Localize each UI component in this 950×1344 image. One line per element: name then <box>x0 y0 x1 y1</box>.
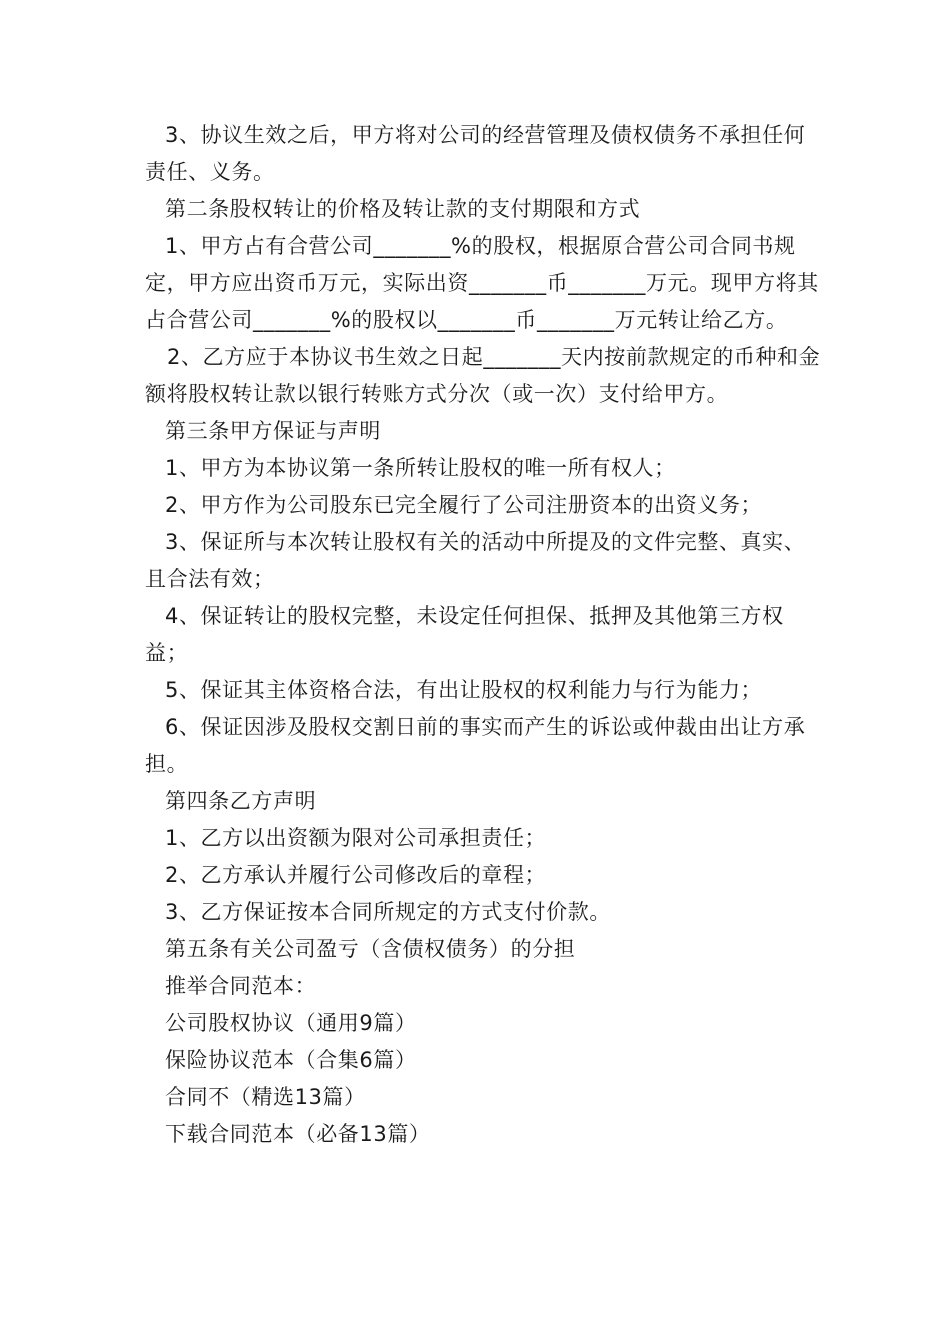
clause-4-1: 1、乙方以出资额为限对公司承担责任； <box>165 826 547 850</box>
clause-3-5: 5、保证其主体资格合法，有出让股权的权利能力与行为能力； <box>165 678 763 702</box>
clause-3-4: 4、保证转让的股权完整，未设定任何担保、抵押及其他第三方权益； <box>145 604 784 665</box>
recommend-link-3[interactable]: 合同不（精选13篇） <box>165 1085 366 1109</box>
article-2-heading: 第二条股权转让的价格及转让款的支付期限和方式 <box>165 197 641 221</box>
article-4-heading: 第四条乙方声明 <box>165 789 317 813</box>
document-body <box>145 117 825 1153</box>
clause-2-1: 1、甲方占有合营公司_______%的股权，根据原合营公司合同书规定，甲方应出资币万元，实际出资_______币_______万元。现甲方将其占合营公司_______%的股权以_______币_______万元转让给乙方。 <box>145 234 819 332</box>
recommend-heading: 推举合同范本： <box>165 974 317 998</box>
clause-4-2: 2、乙方承认并履行公司修改后的章程； <box>165 863 547 887</box>
article-3-heading: 第三条甲方保证与声明 <box>165 419 381 443</box>
clause-3-6: 6、保证因涉及股权交割日前的事实而产生的诉讼或仲裁由出让方承担。 <box>145 715 806 776</box>
clause-2-2: 2、乙方应于本协议书生效之日起_______天内按前款规定的币种和金额将股权转让款以银行转账方式分次（或一次）支付给甲方。 <box>145 345 821 406</box>
recommend-link-1[interactable]: 公司股权协议（通用9篇） <box>165 1011 417 1035</box>
article-5-heading: 第五条有关公司盈亏（含债权债务）的分担 <box>165 937 576 961</box>
clause-3-3: 3、保证所与本次转让股权有关的活动中所提及的文件完整、真实、且合法有效； <box>145 530 806 591</box>
clause-1-3: 3、协议生效之后，甲方将对公司的经营管理及债权债务不承担任何责任、义务。 <box>145 123 806 184</box>
clause-3-2: 2、甲方作为公司股东已完全履行了公司注册资本的出资义务； <box>165 493 763 517</box>
recommend-link-4[interactable]: 下载合同范本（必备13篇） <box>165 1122 431 1146</box>
clause-3-1: 1、甲方为本协议第一条所转让股权的唯一所有权人； <box>165 456 676 480</box>
recommend-link-2[interactable]: 保险协议范本（合集6篇） <box>165 1048 417 1072</box>
clause-4-3: 3、乙方保证按本合同所规定的方式支付价款。 <box>165 900 611 924</box>
